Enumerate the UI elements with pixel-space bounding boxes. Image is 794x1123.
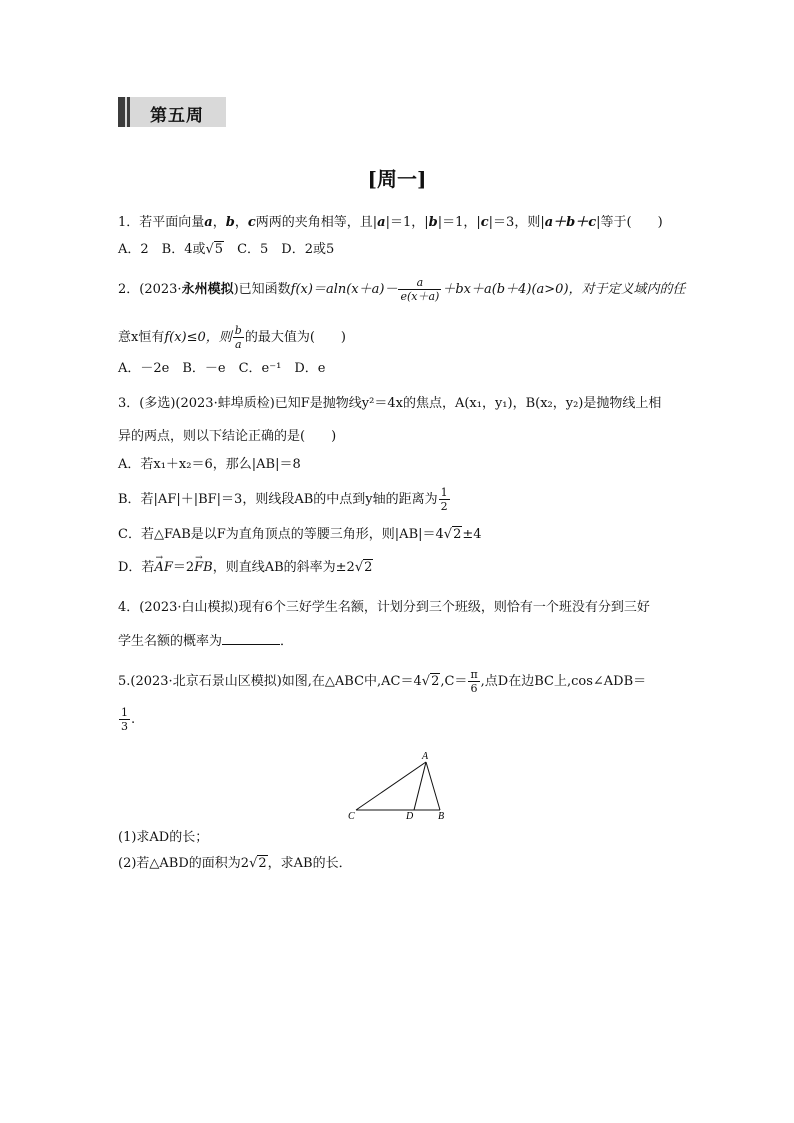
q2-fraction: $\frac{a}{e(x+a)}$ — [400, 276, 440, 303]
q3-option-b: B．若|AF|＋|BF|＝3，则线段AB的中点到y轴的距离为 $\frac{1}{2}$ — [118, 486, 448, 513]
label-d: D — [406, 811, 414, 822]
q2-stem-line2: 意x恒有f(x)≤0，则 $\frac{b}{a}$ 的最大值为( ) — [118, 324, 346, 351]
q4-stem-line2: 学生名额的概率为 ． — [118, 634, 294, 649]
q3-stem-line2: 异的两点，则以下结论正确的是( ) — [118, 429, 337, 444]
label-c: C — [348, 811, 355, 822]
q5-sub1: (1)求AD的长； — [118, 830, 209, 845]
badge-bar-thin — [127, 97, 130, 127]
q1-options: A．2 B．4或√5 C．5 D．2或5 — [118, 242, 335, 257]
week-title: 第五周 — [150, 106, 204, 126]
q3-option-a: A．若x₁＋x₂＝6，那么|AB|＝8 — [118, 457, 301, 472]
q3-option-d: D．若→ AF＝2→ FB，则直线AB的斜率为±2√2 — [118, 559, 373, 577]
q4-stem-line1: 4．(2023·白山模拟)现有6个三好学生名额，计划分到三个班级，则恰有一个班没有分到三好 — [118, 600, 650, 615]
q2-options: A．－2e B．－e C．e⁻¹ D．e — [118, 361, 326, 376]
label-a: A — [422, 751, 429, 762]
label-b: B — [438, 811, 445, 822]
week-badge — [118, 97, 226, 127]
q2-stem-line1: 2．(2023·永州模拟)已知函数f(x)＝aln(x＋a)－ $\frac{a}{e(x+a)}$ ＋bx＋a(b＋4)(a>0)，对于定义域内的任 — [118, 276, 686, 303]
q5-stem-fraction: $\frac{1}{3}$ . — [121, 706, 136, 733]
segment-ab — [426, 762, 440, 810]
answer-blank[interactable] — [222, 644, 280, 645]
q5-stem: 5.(2023·北京石景山区模拟)如图,在△ABC中,AC＝4√2,C＝ $\frac{\pi}{6}$ ,点D在边BC上,cos∠ADB＝ — [118, 668, 647, 695]
q1-stem: 1．若平面向量a，b，c两两的夹角相等，且|a|＝1，|b|＝1，|c|＝3，则|a＋b＋c|等于( ) — [118, 215, 663, 230]
badge-bar — [118, 97, 125, 127]
q3-option-c: C．若△FAB是以F为直角顶点的等腰三角形，则|AB|＝4√2±4 — [118, 527, 482, 542]
q2-fraction-ba: $\frac{b}{a}$ — [234, 324, 242, 351]
triangle-figure — [340, 748, 460, 823]
day-title: [周一] — [367, 167, 427, 191]
q3-stem-line1: 3．(多选)(2023·蚌埠质检)已知F是抛物线y²＝4x的焦点，A(x₁，y₁)，B(x₂，y₂)是抛物线上相 — [118, 396, 662, 411]
q5-sub2: (2)若△ABD的面积为2√2，求AB的长． — [118, 856, 352, 871]
